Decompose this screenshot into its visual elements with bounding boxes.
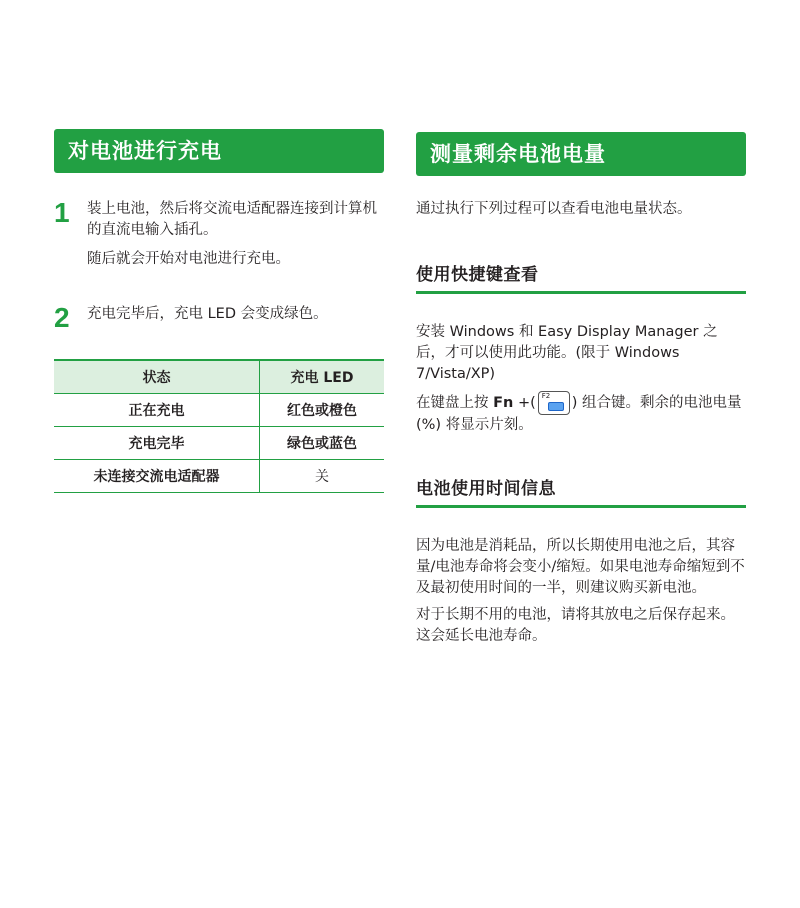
table-header-row [54, 360, 384, 394]
table-cell: 红色或橙色 [260, 394, 385, 427]
section-heading-battery-level: 测量剩余电池电量 [416, 132, 746, 176]
charge-led-table [54, 359, 384, 493]
intro-text: 通过执行下列过程可以查看电池电量状态。 [416, 201, 692, 217]
table-header-led: 充电 LED [260, 360, 385, 394]
left-column [54, 129, 384, 493]
table-cell: 未连接交流电适配器 [54, 460, 260, 493]
step-text: 充电完毕后，充电 LED 会变成绿色。 [87, 306, 328, 322]
subheading-shortcut: 使用快捷键查看 [416, 260, 746, 294]
fn-key-label: Fn [493, 395, 514, 411]
shortcut-text-plus: +( [513, 395, 536, 411]
table-row [54, 394, 384, 427]
step-note: 随后就会开始对电池进行充电。 [87, 251, 290, 267]
section-heading-charging: 对电池进行充电 [54, 129, 384, 173]
f2-battery-key-icon [538, 391, 570, 415]
step-text: 装上电池，然后将交流电适配器连接到计算机的直流电输入插孔。 [87, 201, 377, 238]
shortcut-text-before: 在键盘上按 [416, 395, 494, 411]
subheading-battery-life: 电池使用时间信息 [416, 474, 746, 508]
shortcut-paragraph-1: 安装 Windows 和 Easy Display Manager 之后，才可以使用此功能。(限于 Windows 7/Vista/XP) [416, 324, 718, 382]
f2-key-label: F2 [541, 392, 551, 400]
shortcut-paragraph-2 [416, 391, 746, 436]
battery-life-paragraph-2: 对于长期不用的电池，请将其放电之后保存起来。这会延长电池寿命。 [416, 607, 735, 644]
table-row [54, 460, 384, 493]
table-cell: 正在充电 [54, 394, 260, 427]
battery-icon [548, 402, 564, 411]
table-cell: 绿色或蓝色 [260, 427, 385, 460]
table-row [54, 427, 384, 460]
right-column [416, 132, 746, 647]
step-number: 1 [54, 197, 70, 228]
step-number: 2 [54, 302, 70, 333]
table-header-status: 状态 [54, 360, 260, 394]
step-1 [54, 199, 384, 270]
battery-life-paragraph-1: 因为电池是消耗品，所以长期使用电池之后，其容量/电池寿命将会变小/缩短。如果电池寿命缩短到不及最初使用时间的一半，则建议购买新电池。 [416, 538, 745, 596]
shortcut-text-after: ) 组合键。剩余的电池电量(%) 将显示片刻。 [416, 395, 742, 433]
step-2 [54, 302, 384, 333]
table-cell: 充电完毕 [54, 427, 260, 460]
table-cell: 关 [260, 460, 385, 493]
